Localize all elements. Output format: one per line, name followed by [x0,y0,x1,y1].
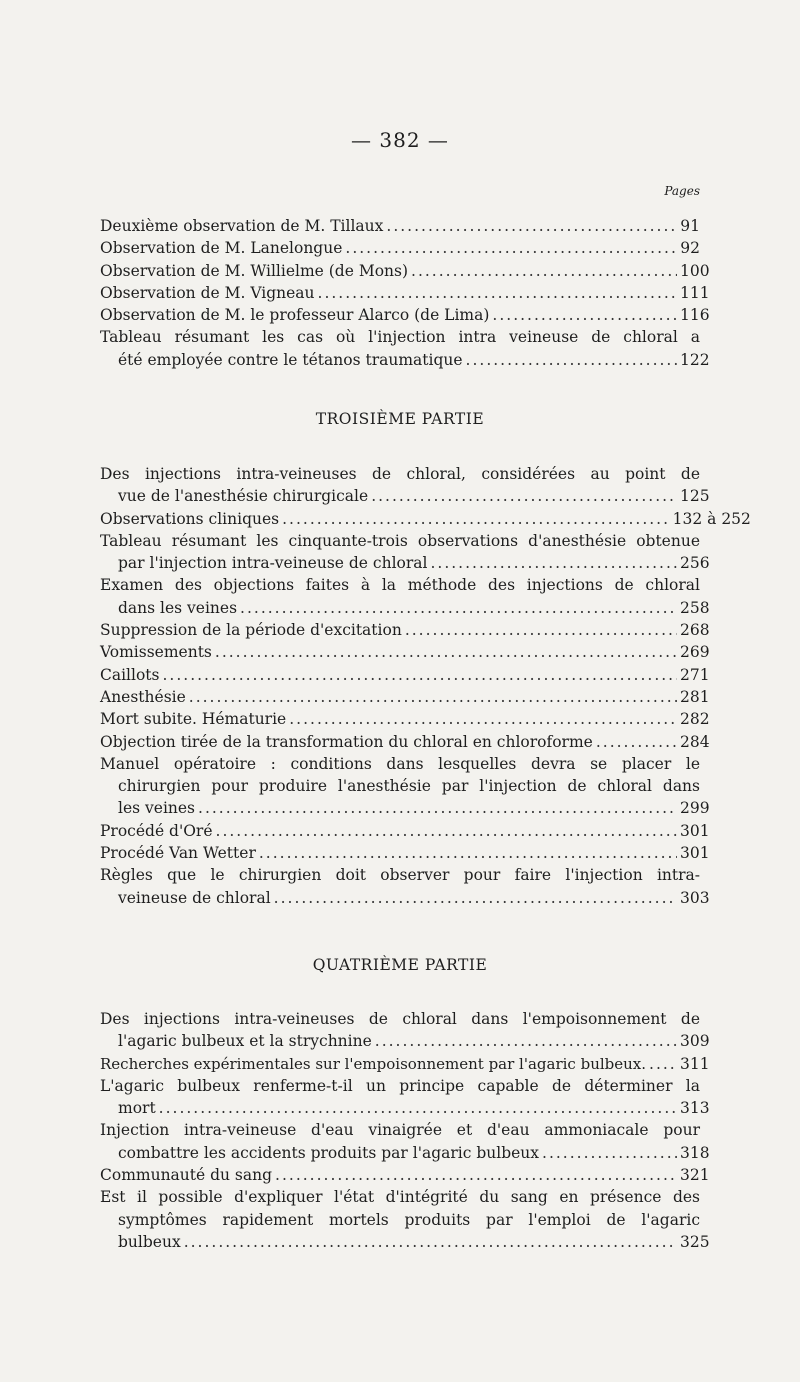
toc-entry: Observation de M. Willielme (de Mons) ..... 100 [100,260,700,282]
toc-entry: Objection tirée de la transformation du chloral en chloroforme ..... 284 [100,731,700,753]
toc-entry-line: L'agaric bulbeux renferme-t-il un principe capable de déterminer la [100,1076,700,1095]
toc-entry: été employée contre le tétanos traumatique ..... 122 [100,349,700,371]
toc-entry-line: symptômes rapidement mortels produits par l'emploi de l'agaric [118,1210,700,1229]
toc-entry: l'agaric bulbeux et la strychnine ..... 309 [100,1030,700,1052]
toc-entry: les veines ..... 299 [100,797,700,819]
toc-entry: Observations cliniques ..... 132 à 252 [100,508,700,530]
toc-entry: par l'injection intra-veineuse de chloral ..... 256 [100,552,700,574]
toc-section-part2-end [100,215,710,371]
toc-entry: mort ..... 313 [100,1097,700,1119]
toc-entry: dans les veines ..... 258 [100,597,700,619]
toc-entry: Procédé d'Oré ..... 301 [100,820,700,842]
toc-entry: Observation de M. Vigneau ..... 111 [100,282,700,304]
pages-column-header: Pages [664,184,700,198]
toc-section-part3 [100,463,751,909]
toc-entry: vue de l'anesthésie chirurgicale ..... 125 [100,485,700,507]
toc-section-part4 [100,1008,710,1253]
toc-entry-line: Examen des objections faites à la méthode des injections de chloral [100,576,700,595]
toc-entry-line: Manuel opératoire : conditions dans lesquelles devra se placer le [100,754,700,773]
toc-entry: Recherches expérimentales sur l'empoisonnement par l'agaric bulbeux. ..... 311 [100,1053,700,1075]
section-title-part3: TROISIÈME PARTIE [315,410,485,428]
toc-entry-line: Des injections intra-veineuses de chloral dans l'empoisonnement de [100,1010,700,1028]
toc-entry-line: Tableau résumant les cinquante-trois observations d'anesthésie obtenue [100,531,700,550]
toc-entry: Anesthésie ..... 281 [100,686,700,708]
toc-entry-line: Tableau résumant les cas où l'injection intra veineuse de chloral a [100,328,700,347]
toc-entry: Communauté du sang ..... 321 [100,1164,700,1186]
toc-entry: Deuxième observation de M. Tillaux ..... 91 [100,215,700,237]
toc-entry: Observation de M. le professeur Alarco (de Lima) ..... 116 [100,304,700,326]
toc-entry-line: Injection intra-veineuse d'eau vinaigrée et d'eau ammoniacale pour [100,1121,700,1140]
toc-entry-line: Règles que le chirurgien doit observer pour faire l'injection intra- [100,866,700,885]
toc-entry: bulbeux ..... 325 [100,1231,700,1253]
toc-entry: veineuse de chloral ..... 303 [100,887,700,909]
toc-entry: Caillots ..... 271 [100,664,700,686]
toc-entry: Suppression de la période d'excitation ..... 268 [100,619,700,641]
section-title-part4: QUATRIÈME PARTIE [312,956,488,974]
toc-entry-line: Des injections intra-veineuses de chloral, considérées au point de [100,465,700,483]
toc-entry: combattre les accidents produits par l'agaric bulbeux ..... 318 [100,1142,700,1164]
toc-entry-line: chirurgien pour produire l'anesthésie par l'injection de chloral dans [118,777,700,796]
toc-entry: Procédé Van Wetter ..... 301 [100,842,700,864]
toc-entry: Vomissements ..... 269 [100,641,700,663]
page-number: — 382 — [351,128,449,152]
toc-entry: Mort subite. Hématurie ..... 282 [100,708,700,730]
toc-entry: Observation de M. Lanelongue ..... 92 [100,237,700,259]
toc-entry-line: Est il possible d'expliquer l'état d'intégrité du sang en présence des [100,1188,700,1207]
